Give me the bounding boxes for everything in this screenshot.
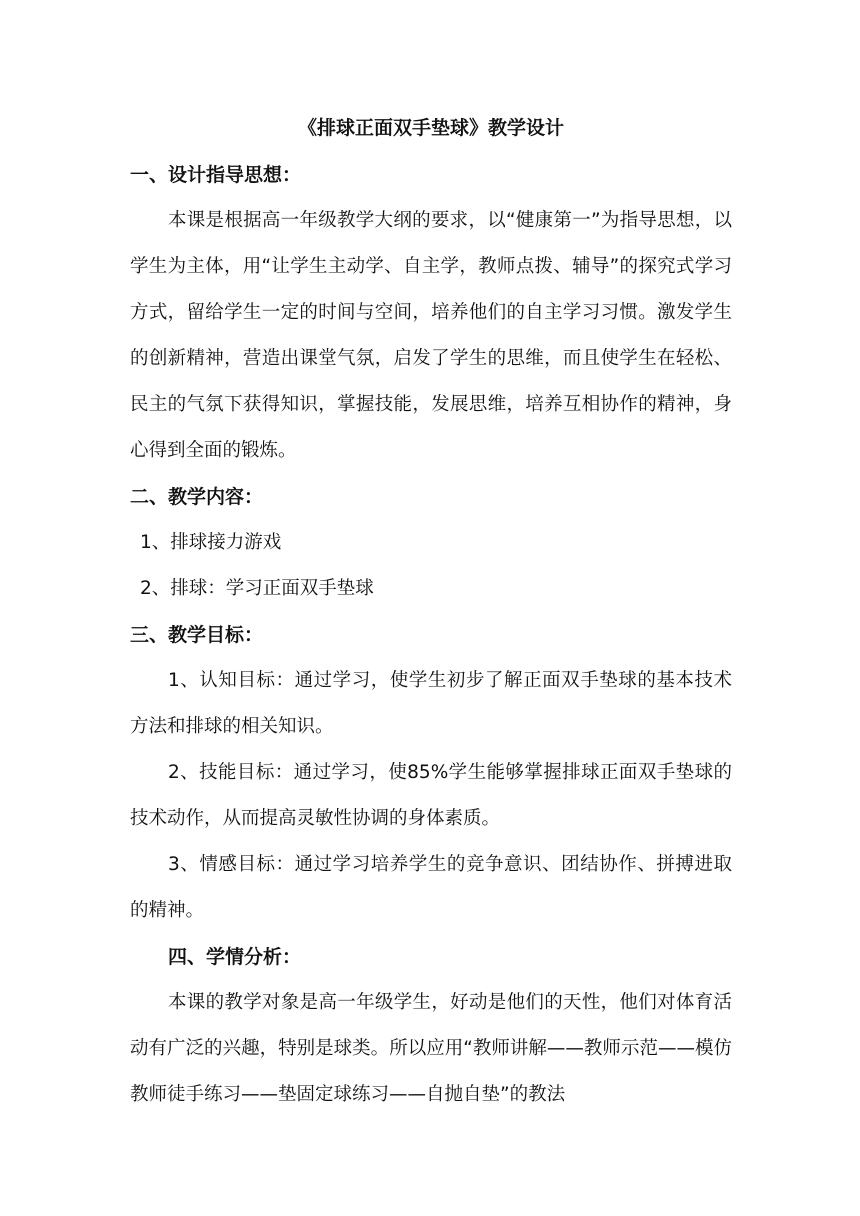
list-item-relay-game: 1、排球接力游戏 <box>140 532 282 553</box>
paragraph-skill-goal: 2、技能目标：通过学习，使85%学生能够掌握排球正面双手垫球的技术动作，从而提高灵敏性协调的身体素质。 <box>130 762 732 829</box>
paragraph-student-analysis: 本课的教学对象是高一年级学生，好动是他们的天性，他们对体育活动有广泛的兴趣，特别是球类。所以应用“教师讲解——教师示范——模仿教师徒手练习——垫固定球练习——自抛自垫”的教法 <box>130 992 732 1105</box>
document-title: 《排球正面双手垫球》教学设计 <box>297 117 564 139</box>
list-item-bump-pass: 2、排球：学习正面双手垫球 <box>140 578 374 599</box>
paragraph-cognitive-goal: 1、认知目标：通过学习，使学生初步了解正面双手垫球的基本技术方法和排球的相关知识。 <box>130 670 732 737</box>
paragraph-guiding-thought: 本课是根据高一年级教学大纲的要求，以“健康第一”为指导思想，以学生为主体，用“让学生主动学、自主学，教师点拨、辅导”的探究式学习方式，留给学生一定的时间与空间，培养他们的自主学习习惯。激发学生的创新精神，营造出课堂气氛，启发了学生的思维，而且使学生在轻松、民主的气氛下获得知识，掌握技能，发展思维，培养互相协作的精神，身心得到全面的锻炼。 <box>130 210 732 461</box>
section-heading-guiding-thought: 一、设计指导思想： <box>130 164 302 186</box>
section-heading-teaching-content: 二、教学内容： <box>130 486 264 508</box>
document-body <box>130 110 732 1118</box>
section-heading-student-analysis: 四、学情分析： <box>168 946 302 968</box>
section-heading-teaching-goals: 三、教学目标： <box>130 624 264 646</box>
paragraph-affective-goal: 3、情感目标：通过学习培养学生的竞争意识、团结协作、拼搏进取的精神。 <box>130 854 732 921</box>
